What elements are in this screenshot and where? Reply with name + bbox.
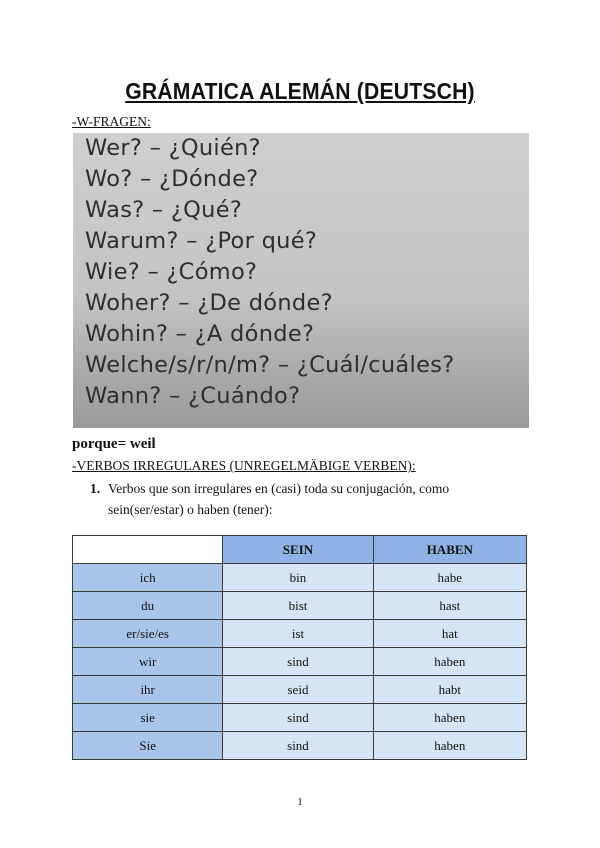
haben-cell: hat [373,620,526,648]
pronoun-cell: wir [73,648,223,676]
page-number: 1 [297,796,303,808]
w-question-line: Wann? – ¿Cuándo? [85,383,301,409]
table-header-row [73,536,527,564]
conjugation-table [72,535,527,760]
pronoun-cell: ich [73,564,223,592]
porque-note: porque= weil [72,436,156,452]
pronoun-cell: ihr [73,676,223,704]
pronoun-cell: Sie [73,732,223,760]
list-text: Verbos que son irregulares en (casi) toda su conjugación, como sein(ser/estar) o haben (tener): [108,481,450,517]
haben-cell: haben [373,648,526,676]
sein-cell: sind [223,648,373,676]
w-question-line: Woher? – ¿De dónde? [85,290,333,316]
haben-cell: habt [373,676,526,704]
w-question-line: Wo? – ¿Dónde? [85,166,259,192]
haben-cell: hast [373,592,526,620]
haben-cell: haben [373,732,526,760]
list-number: 1. [90,481,101,496]
sein-cell: bin [223,564,373,592]
table-row [73,592,527,620]
sein-cell: sind [223,732,373,760]
sein-cell: ist [223,620,373,648]
w-question-line: Wer? – ¿Quién? [85,135,261,161]
table-row [73,732,527,760]
page-title: GRÁMATICA ALEMÁN (DEUTSCH) [125,78,475,104]
w-question-line: Warum? – ¿Por qué? [85,228,318,254]
table-row [73,676,527,704]
haben-cell: habe [373,564,526,592]
sein-cell: sind [223,704,373,732]
table-row [73,648,527,676]
w-fragen-image [73,133,529,428]
pronoun-cell: er/sie/es [73,620,223,648]
w-question-line: Was? – ¿Qué? [85,197,243,223]
table-row [73,704,527,732]
pronoun-cell: sie [73,704,223,732]
haben-cell: haben [373,704,526,732]
w-question-line: Welche/s/r/n/m? – ¿Cuál/cuáles? [85,352,455,378]
pronoun-cell: du [73,592,223,620]
sein-cell: bist [223,592,373,620]
w-fragen-label: -W-FRAGEN: [72,114,151,129]
w-question-line: Wie? – ¿Cómo? [85,259,258,285]
table-row [73,620,527,648]
empty-header-cell [73,536,223,564]
w-question-line: Wohin? – ¿A dónde? [85,321,315,347]
sein-cell: seid [223,676,373,704]
irregular-verbs-label: -VERBOS IRREGULARES (UNREGELMÄBIGE VERBEN): [72,458,416,473]
header-haben: HABEN [373,536,526,564]
table-row [73,564,527,592]
header-sein: SEIN [223,536,373,564]
